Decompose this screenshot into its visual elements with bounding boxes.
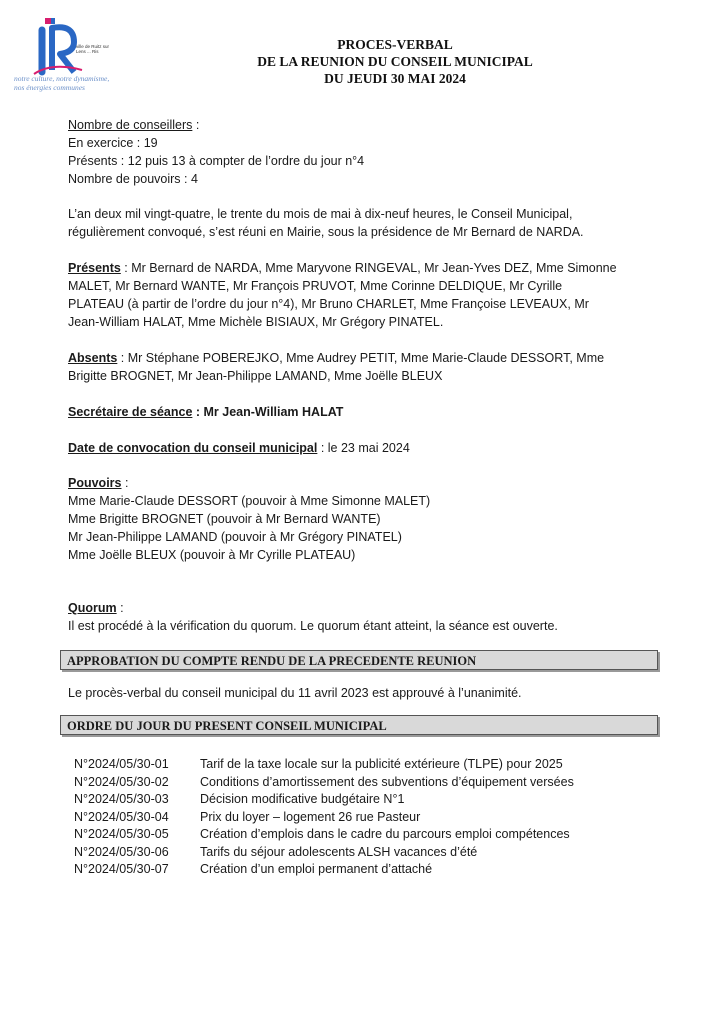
counts-pouvoirs: Nombre de pouvoirs : 4 [68, 172, 198, 186]
agenda-item [74, 844, 574, 862]
secretaire-label: Secrétaire de séance [68, 405, 193, 419]
counts-presents: Présents : 12 puis 13 à compter de l’ordre du jour n°4 [68, 154, 365, 168]
approbation-heading: APPROBATION DU COMPTE RENDU DE LA PRECEDENTE REUNION [60, 650, 658, 670]
agenda-item-label: Création d’emplois dans le cadre du parcours emploi compétences [200, 827, 570, 841]
agenda-item-number: N°2024/05/30-06 [74, 844, 169, 859]
agenda-item-number: N°2024/05/30-01 [74, 757, 169, 771]
intro-paragraph: L’an deux mil vingt-quatre, le trente du mois de mai à dix-neuf heures, le Conseil Municipal, régulièrement convoqué, s’est réuni en Mairie, sous la présidence de Mr Bernard de NARDA. [68, 207, 584, 239]
agenda-item-label: Tarif de la taxe locale sur la publicité extérieure (TLPE) pour 2025 [200, 757, 563, 771]
ordre-heading: ORDRE DU JOUR DU PRESENT CONSEIL MUNICIPAL [60, 715, 658, 735]
pouvoir-item: Mme Marie-Claude DESSORT (pouvoir à Mme Simonne MALET) [68, 494, 431, 508]
agenda-item [74, 809, 574, 827]
agenda-item [74, 861, 574, 879]
pouvoirs-block: Pouvoirs : Mme Marie-Claude DESSORT (pouvoir à Mme Simonne MALET) Mme Brigitte BROGNET (pouvoir à Mr Bernard WANTE) Mr Jean-Philippe LAMAND (pouvoir à Mr Grégory PINATEL) Mme Joëlle BLEUX (pouvoir à Mr Cyrille PLATEAU) [68, 474, 658, 564]
quorum-block: Quorum : Il est procédé à la vérification du quorum. Le quorum étant atteint, la séance est ouverte. [68, 599, 658, 635]
agenda-item-label: Décision modificative budgétaire N°1 [200, 792, 405, 806]
agenda-item-number: N°2024/05/30-05 [74, 827, 169, 841]
agenda-item-number: N°2024/05/30-04 [74, 809, 169, 824]
presents-paragraph: Présents : Mr Bernard de NARDA, Mme Maryvone RINGEVAL, Mr Jean-Yves DEZ, Mme Simonne MALET, Mr Bernard WANTE, Mr François PRUVOT, Mme Corinne DELDIQUE, Mr Cyrille PLATEAU (à partir de l’ordre du jour n°4), Mr Bruno CHARLET, Mme Françoise LEVEAUX, Mr Jean-William HALAT, Mme Michèle BISIAUX, Mr Grégory PINATEL. [68, 261, 617, 329]
agenda-list [74, 756, 574, 879]
agenda-item-label: Tarifs du séjour adolescents ALSH vacances d’été [200, 844, 478, 859]
pouvoir-item: Mr Jean-Philippe LAMAND (pouvoir à Mr Grégory PINATEL) [68, 530, 402, 544]
counts-title: Nombre de conseillers [68, 118, 193, 132]
absents-paragraph: Absents : Mr Stéphane POBEREJKO, Mme Audrey PETIT, Mme Marie-Claude DESSORT, Mme Brigitte BROGNET, Mr Jean-Philippe LAMAND, Mme Joëlle BLEUX [68, 351, 605, 383]
pouvoir-item: Mme Joëlle BLEUX (pouvoir à Mr Cyrille PLATEAU) [68, 548, 356, 562]
agenda-item-number: N°2024/05/30-03 [74, 792, 169, 806]
title-line-1: PROCES-VERBAL [337, 37, 453, 52]
counts-block: Nombre de conseillers : En exercice : 19 Présents : 12 puis 13 à compter de l’ordre du jour n°4 Nombre de pouvoirs : 4 [68, 116, 658, 188]
title-line-3: DU JEUDI 30 MAI 2024 [324, 71, 466, 86]
approbation-text: Le procès-verbal du conseil municipal du 11 avril 2023 est approuvé à l’unanimité. [68, 686, 522, 700]
logo-tagline: notre culture, notre dynamisme, nos énergies communes [14, 74, 110, 92]
agenda-item-number: N°2024/05/30-02 [74, 774, 169, 789]
agenda-item-number: N°2024/05/30-07 [74, 862, 169, 876]
convocation-line: Date de convocation du conseil municipal : le 23 mai 2024 [68, 441, 410, 455]
agenda-item [74, 756, 574, 774]
absents-label: Absents [68, 351, 118, 365]
agenda-item [74, 791, 574, 809]
secretaire-line: Secrétaire de séance : Mr Jean-William HALAT [68, 405, 344, 419]
logo-small-text: ville de Ruitz sur Lens ... Ris [76, 44, 110, 54]
pouvoir-item: Mme Brigitte BROGNET (pouvoir à Mr Bernard WANTE) [68, 512, 381, 526]
presents-label: Présents [68, 261, 121, 275]
title-line-2: DE LA REUNION DU CONSEIL MUNICIPAL [257, 54, 533, 69]
document-title [230, 36, 560, 87]
quorum-text: Il est procédé à la vérification du quorum. Le quorum étant atteint, la séance est ouverte. [68, 619, 558, 633]
counts-exercice: En exercice : 19 [68, 136, 158, 150]
agenda-item-label: Conditions d’amortissement des subventions d’équipement versées [200, 774, 574, 789]
quorum-label: Quorum [68, 601, 117, 615]
agenda-item-label: Prix du loyer – logement 26 rue Pasteur [200, 809, 421, 824]
agenda-item [74, 826, 574, 844]
agenda-item-label: Création d’un emploi permanent d’attaché [200, 862, 433, 876]
convocation-label: Date de convocation du conseil municipal [68, 441, 318, 455]
pouvoirs-label: Pouvoirs [68, 476, 122, 490]
agenda-item [74, 774, 574, 792]
